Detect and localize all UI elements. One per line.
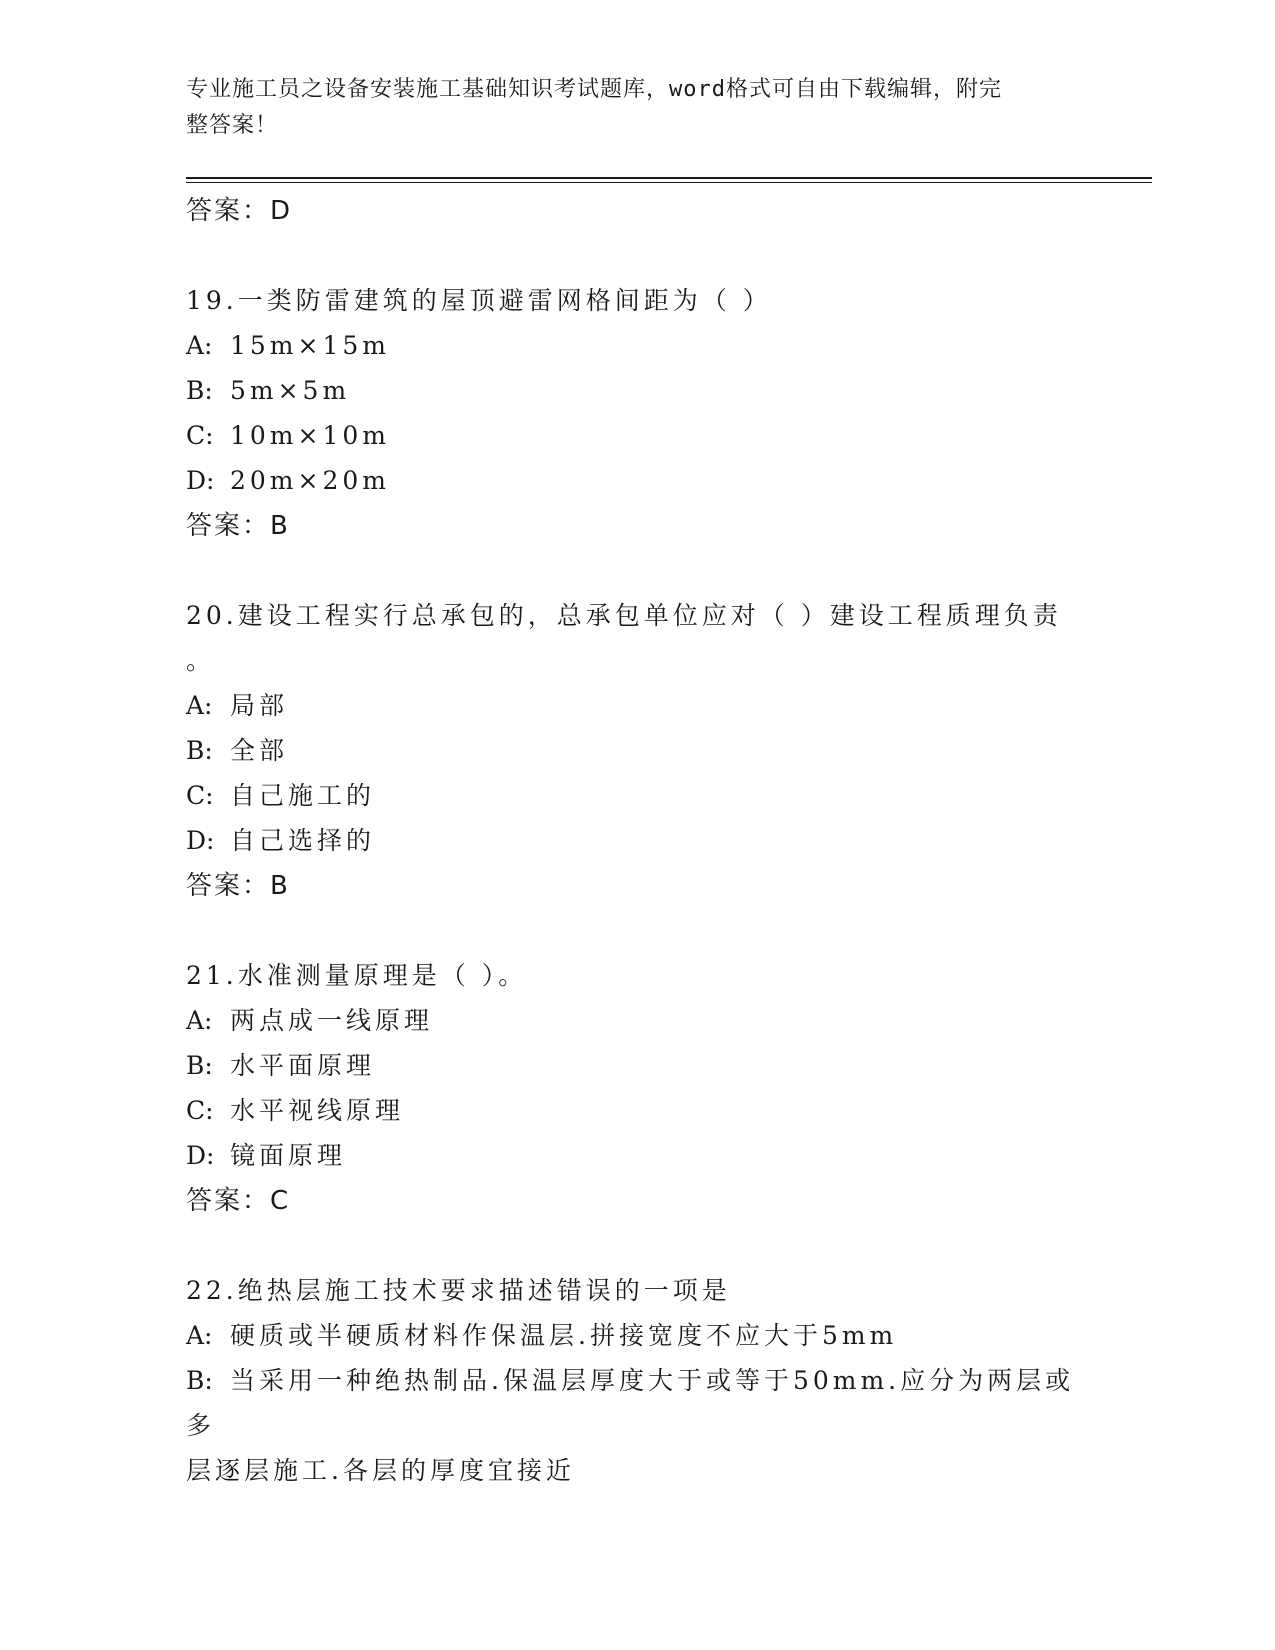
option-text: 自己选择的 [230, 826, 376, 855]
option-letter: C: [186, 1096, 214, 1125]
question-list [186, 188, 1086, 1493]
option-text: 20m×20m [230, 466, 390, 495]
option-letter: D: [186, 1141, 215, 1170]
question-item [186, 1268, 1086, 1493]
option-text: 5m×5m [230, 376, 351, 405]
option-text: 水平视线原理 [230, 1096, 405, 1125]
answer-line: 答案：D [186, 196, 293, 226]
option-letter: B: [186, 1366, 213, 1395]
option-text-continuation: 层逐层施工.各层的厚度宜接近 [186, 1456, 575, 1485]
option-text: 两点成一线原理 [230, 1006, 434, 1035]
option-row [186, 1358, 1086, 1493]
question-stem: 20.建设工程实行总承包的，总承包单位应对（ ）建设工程质理负责 [186, 601, 1062, 630]
option-row [186, 1088, 1086, 1133]
option-letter: B: [186, 1051, 213, 1080]
option-letter: B: [186, 736, 213, 765]
document-header [186, 72, 1066, 144]
question-stem: 22.绝热层施工技术要求描述错误的一项是 [186, 1276, 731, 1305]
option-letter: C: [186, 781, 214, 810]
answer-line: 答案：B [186, 511, 290, 541]
question-item [186, 593, 1086, 909]
option-text: 全部 [230, 736, 289, 765]
question-stem: 19.一类防雷建筑的屋顶避雷网格间距为（ ） [186, 286, 772, 315]
option-row [186, 323, 1086, 368]
option-text: 当采用一种绝热制品.保温层厚度大于或等于50mm.应分为两层或多 [186, 1366, 1075, 1440]
option-text: 水平面原理 [230, 1051, 376, 1080]
option-row [186, 1313, 1086, 1358]
option-row [186, 998, 1086, 1043]
option-row [186, 773, 1086, 818]
header-rule-thick [186, 177, 1152, 179]
question-item [186, 953, 1086, 1224]
option-row [186, 458, 1086, 503]
option-letter: A: [186, 1321, 213, 1350]
option-row [186, 818, 1086, 863]
option-letter: A: [186, 331, 213, 360]
option-text: 镜面原理 [230, 1141, 347, 1170]
option-row [186, 728, 1086, 773]
option-text: 局部 [230, 691, 289, 720]
option-text: 10m×10m [230, 421, 390, 450]
option-letter: D: [186, 466, 215, 495]
header-line-2: 整答案！ [186, 113, 279, 138]
option-row [186, 413, 1086, 458]
option-text: 自己施工的 [230, 781, 376, 810]
answer-line: 答案：B [186, 871, 290, 901]
question-stem: 21.水准测量原理是（ ）。 [186, 961, 528, 990]
option-row [186, 683, 1086, 728]
option-letter: D: [186, 826, 215, 855]
header-line-1: 专业施工员之设备安装施工基础知识考试题库，word格式可自由下载编辑，附完 [186, 77, 1002, 102]
option-letter: B: [186, 376, 213, 405]
option-row [186, 1043, 1086, 1088]
option-row [186, 368, 1086, 413]
option-letter: A: [186, 691, 213, 720]
option-letter: C: [186, 421, 214, 450]
question-stem-continuation: 。 [186, 646, 212, 675]
answer-line: 答案：C [186, 1186, 291, 1216]
option-text: 硬质或半硬质材料作保温层.拼接宽度不应大于5mm [230, 1321, 898, 1350]
option-row [186, 1133, 1086, 1178]
header-rule-thin [186, 182, 1152, 183]
question-item [186, 278, 1086, 549]
option-letter: A: [186, 1006, 213, 1035]
option-text: 15m×15m [230, 331, 390, 360]
